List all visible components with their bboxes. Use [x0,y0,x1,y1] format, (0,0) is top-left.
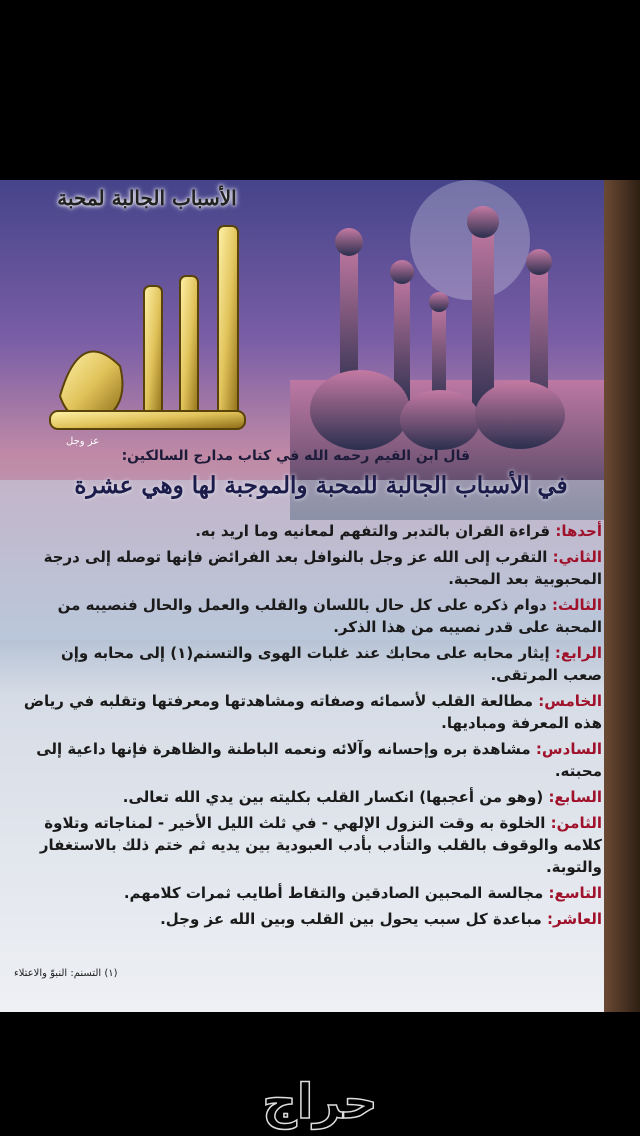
allah-calligraphy-emblem [40,216,270,446]
reason-item [18,690,602,734]
reason-label: السادس: [535,740,602,758]
reason-text: مطالعة القلب لأسمائه وصفاته ومشاهدتها ومعرفتها وتقلبه في رياض هذه المعرفة ومباديها. [23,692,602,732]
reason-item [18,786,602,808]
reason-label: أحدها: [555,522,602,540]
reason-label: الثامن: [550,814,602,832]
reason-text: مجالسة المحبين الصادقين والتقاط أطايب ثمرات كلامهم. [123,884,549,902]
reason-text: إيثار محابه على محابك عند غلبات الهوى والتسنم(١) إلى محابه وإن صعب المرتقى. [60,644,602,684]
reason-item [18,594,602,638]
reason-item [18,908,602,930]
reason-item [18,738,602,782]
reason-item [18,882,602,904]
reason-label: الثاني: [552,548,602,566]
reason-text: مشاهدة بره وإحسانه وآلائه ونعمه الباطنة والظاهرة فإنها داعية إلى محبته. [36,740,602,780]
reason-item [18,546,602,590]
reason-label: الخامس: [538,692,602,710]
wooden-frame-edge [604,180,640,1012]
reasons-list [18,520,602,934]
reason-text: مباعدة كل سبب يحول بين القلب وبين الله عز وجل. [160,910,548,928]
reason-label: الثالث: [551,596,602,614]
reason-label: السابع: [548,788,602,806]
haraj-watermark: حراج [262,1074,378,1130]
reason-label: العاشر: [547,910,602,928]
honorific-text: عز وجل [66,436,100,447]
reason-text: قراءة القران بالتدبر والتفهم لمعانيه وما اريد به. [195,522,556,540]
reason-text: (وهو من أعجبها) انكسار القلب بكليته بين يدي الله تعالى. [122,788,549,806]
header-title: الأسباب الجالبة لمحبة [57,186,237,210]
reason-label: الرابع: [554,644,602,662]
reason-item [18,520,602,542]
reason-item [18,812,602,878]
main-heading: في الأسباب الجالبة للمحبة والموجبة لها وهي عشرة [74,472,568,499]
reason-item [18,642,602,686]
reason-label: التاسع: [548,884,602,902]
reason-text: دوام ذكره على كل حال باللسان والقلب والعمل والحال فنصيبه من المحبة على قدر نصيبه من هذا الذكر. [57,596,602,636]
reason-text: التقرب إلى الله عز وجل بالنوافل بعد الفرائض فإنها توصله إلى درجة المحبوبية بعد المحبة. [43,548,602,588]
intro-line: قال ابن القيم رحمه الله في كتاب مدارج السالكين: [121,448,470,464]
reason-text: الخلوة به وقت النزول الإلهي - في ثلث الليل الأخير - لمناجاته وتلاوة كلامه والوقوف بالقلب والتأدب بأدب العبودية بين يديه ثم ختم ذلك بالاستغفار والتوبة. [39,814,602,876]
poster-image [0,180,640,1012]
footnote: (١) التسنم: النبوّ والاعتلاء [14,968,118,979]
